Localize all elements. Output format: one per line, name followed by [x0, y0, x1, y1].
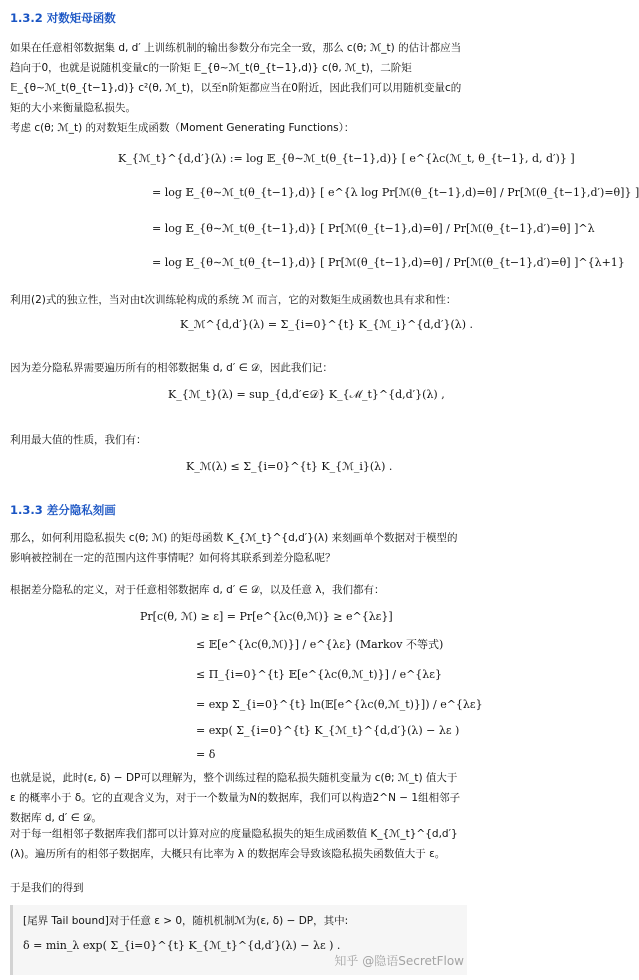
equation-sum: K_ℳ^{d,d′}(λ) = Σ_{i=0}^{t} K_{ℳ_i}^{d,d′}(λ) . — [180, 318, 474, 331]
equation-mgf-line-2: = log 𝔼_{θ∼ℳ_t(θ_{t−1},d)} [ e^{λ log Pr[ℳ(θ_{t−1},d)=θ] / Pr[ℳ(θ_{t−1},d′)=θ]} ] — [152, 186, 639, 199]
paragraph-interpretation: 也就是说，此时(ε, δ) − DP可以理解为，整个训练过程的隐私损失随机变量为 c(θ; ℳ_t) 值大于 ε 的概率小于 δ。它的直观含义为，对于一个数量为N的数据库，我们可以构造2^N − 1组相邻子数据库 d, d′ ∈ 𝒟。 — [10, 772, 461, 824]
paragraph-dp-definition: 根据差分隐私的定义，对于任意相邻数据库 d, d′ ∈ 𝒟，以及任意 λ，我们都有： — [10, 584, 385, 596]
section-heading-1-3-2: 1.3.2 对数矩母函数 — [10, 11, 116, 25]
equation-mgf-definition — [118, 148, 639, 278]
paragraph-max-property: 利用最大值的性质，我们有： — [10, 434, 147, 446]
paragraph-conclusion: 于是我们的得到 — [10, 882, 84, 894]
watermark: 知乎 @隐语SecretFlow — [334, 954, 464, 968]
paragraph-moments: 如果在任意相邻数据集 d, d′ 上训练机制的输出参数分布完全一致，那么 c(θ; ℳ_t) 的估计都应当趋向于0，也就是说随机变量c的一阶矩 𝔼_{θ∼ℳ_t(θ_{t−1},d)} c(θ, ℳ_t)，二阶矩 𝔼_{θ∼ℳ_t(θ_{t−1},d)} c²(θ, ℳ_t)，以至n阶矩都应当在0附近，因此我们可以用随机变量c的矩的大小来衡量隐私损失。 — [10, 42, 462, 114]
equation-mgf-line-1: K_{ℳ_t}^{d,d′}(λ) := log 𝔼_{θ∼ℳ_t(θ_{t−1},d)} [ e^{λc(ℳ_t, θ_{t−1}, d, d′)} ] — [118, 152, 575, 165]
paragraph-independence: 利用(2)式的独立性，当对由t次训练轮构成的系统 ℳ 而言，它的对数矩生成函数也具有求和性： — [10, 294, 457, 306]
equation-dp-line-5: = exp( Σ_{i=0}^{t} K_{ℳ_t}^{d,d′}(λ) − λε ) — [196, 724, 460, 737]
equation-max: K_ℳ(λ) ≤ Σ_{i=0}^{t} K_{ℳ_i}(λ) . — [186, 460, 393, 473]
equation-dp-line-4: = exp Σ_{i=0}^{t} ln(𝔼[e^{λc(θ,ℳ_t)}]) / e^{λε} — [196, 698, 483, 711]
paragraph-sup-intro: 因为差分隐私界需要遍历所有的相邻数据集 d, d′ ∈ 𝒟，因此我们记： — [10, 362, 333, 374]
equation-dp-line-1: Pr[c(θ, ℳ) ≥ ε] = Pr[e^{λc(θ,ℳ)} ≥ e^{λε}] — [140, 610, 393, 623]
equation-dp-derivation — [140, 608, 483, 761]
equation-tail-bound: δ = min_λ exp( Σ_{i=0}^{t} K_{ℳ_t}^{d,d′}(λ) − λε ) . — [23, 939, 341, 952]
equation-sup: K_{ℳ_t}(λ) = sup_{d,d′∈𝒟} K_{ℳ_t}^{d,d′}(λ) , — [168, 388, 445, 401]
paragraph-traverse: 对于每一组相邻子数据库我们都可以计算对应的度量隐私损失的矩生成函数值 K_{ℳ_t}^{d,d′}(λ)。遍历所有的相邻子数据库，大概只有比率为 λ 的数据库会导致该隐私损失函数值大于 ε。 — [10, 828, 458, 860]
section-heading-1-3-3: 1.3.3 差分隐私刻画 — [10, 503, 116, 517]
paragraph-mgf-intro: 考虑 c(θ; ℳ_t) 的对数矩生成函数（Moment Generating Functions）： — [10, 122, 355, 134]
equation-dp-line-3: ≤ Π_{i=0}^{t} 𝔼[e^{λc(θ,ℳ_t)}] / e^{λε} — [196, 668, 442, 681]
equation-dp-line-2: ≤ 𝔼[e^{λc(θ,ℳ)}] / e^{λε} (Markov 不等式) — [196, 638, 444, 651]
equation-mgf-line-3: = log 𝔼_{θ∼ℳ_t(θ_{t−1},d)} [ Pr[ℳ(θ_{t−1},d)=θ] / Pr[ℳ(θ_{t−1},d′)=θ] ]^λ — [152, 222, 595, 235]
equation-mgf-line-4: = log 𝔼_{θ∼ℳ_t(θ_{t−1},d)} [ Pr[ℳ(θ_{t−1},d)=θ] / Pr[ℳ(θ_{t−1},d′)=θ] ]^{λ+1} — [152, 256, 625, 269]
tail-bound-text: [尾界 Tail bound]对于任意 ε > 0，随机机制ℳ为(ε, δ) − DP，其中: — [23, 915, 349, 927]
equation-dp-line-6: = δ — [196, 748, 216, 761]
paragraph-how-to-characterize: 那么，如何利用隐私损失 c(θ; ℳ) 的矩母函数 K_{ℳ_t}^{d,d′}(λ) 来刻画单个数据对于模型的影响被控制在一定的范围内这件事情呢？如何将其联系到差分隐私呢？ — [10, 532, 458, 564]
